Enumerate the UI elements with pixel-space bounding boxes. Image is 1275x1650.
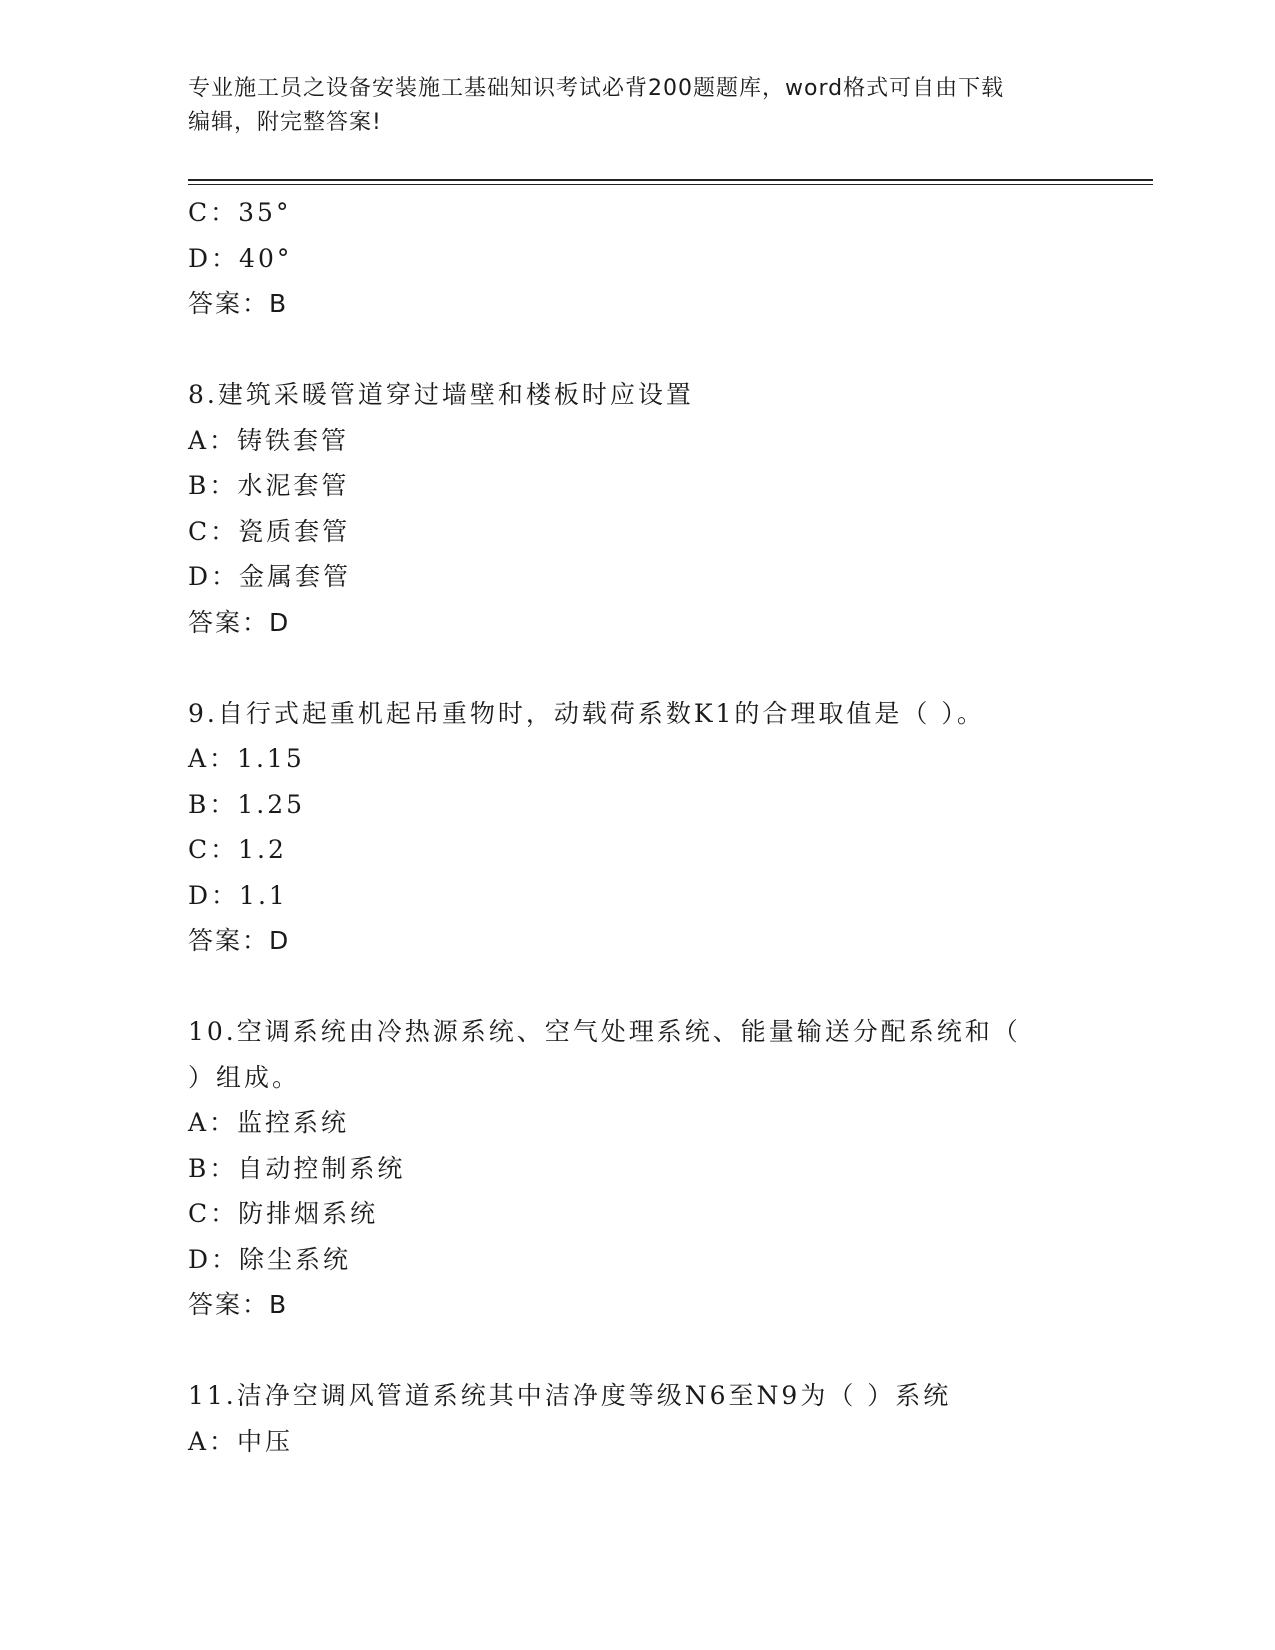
question-block-10 <box>188 1009 1088 1328</box>
header-line-2: 编辑，附完整答案! <box>188 110 382 135</box>
question-stem: 8.建筑采暖管道穿过墙壁和楼板时应设置 <box>188 380 694 409</box>
option-d: D：1.1 <box>188 880 288 910</box>
header-divider <box>188 179 1153 181</box>
question-stem-continued: ）组成。 <box>188 1062 301 1092</box>
option-c: C：防排烟系统 <box>188 1199 379 1228</box>
question-stem: 11.洁净空调风管道系统其中洁净度等级N6至N9为（ ）系统 <box>188 1381 952 1410</box>
option-d: D：除尘系统 <box>188 1244 352 1274</box>
option-a: A：监控系统 <box>188 1108 350 1137</box>
spacer <box>188 327 1088 373</box>
option-c: C：35° <box>188 198 292 227</box>
spacer <box>188 645 1088 691</box>
question-block-8 <box>188 372 1088 645</box>
option-b: B：1.25 <box>188 789 306 819</box>
option-a: A：中压 <box>188 1426 294 1456</box>
option-b: B：自动控制系统 <box>188 1153 406 1183</box>
answer-line: 答案：D <box>188 607 291 637</box>
question-block-9 <box>188 691 1088 964</box>
answer-line: 答案：B <box>188 1290 289 1319</box>
header-line-1: 专业施工员之设备安装施工基础知识考试必背200题题库，word格式可自由下载 <box>188 76 1005 101</box>
option-c: C：1.2 <box>188 835 287 864</box>
answer-line: 答案：D <box>188 926 291 955</box>
question-block-11 <box>188 1373 1088 1464</box>
question-block-7 <box>188 190 1088 327</box>
option-c: C：瓷质套管 <box>188 516 351 546</box>
option-a: A：1.15 <box>188 744 305 773</box>
question-list <box>188 190 1088 1464</box>
spacer <box>188 1328 1088 1374</box>
document-header <box>188 72 1088 140</box>
spacer <box>188 964 1088 1010</box>
question-stem: 9.自行式起重机起吊重物时，动载荷系数K1的合理取值是（ ）。 <box>188 698 985 728</box>
header-divider-thin <box>188 184 1153 185</box>
option-d: D：40° <box>188 243 293 273</box>
option-a: A：铸铁套管 <box>188 425 350 455</box>
option-b: B：水泥套管 <box>188 471 350 500</box>
answer-line: 答案：B <box>188 289 289 318</box>
option-d: D：金属套管 <box>188 562 352 591</box>
question-stem: 10.空调系统由冷热源系统、空气处理系统、能量输送分配系统和（ <box>188 1017 1021 1046</box>
